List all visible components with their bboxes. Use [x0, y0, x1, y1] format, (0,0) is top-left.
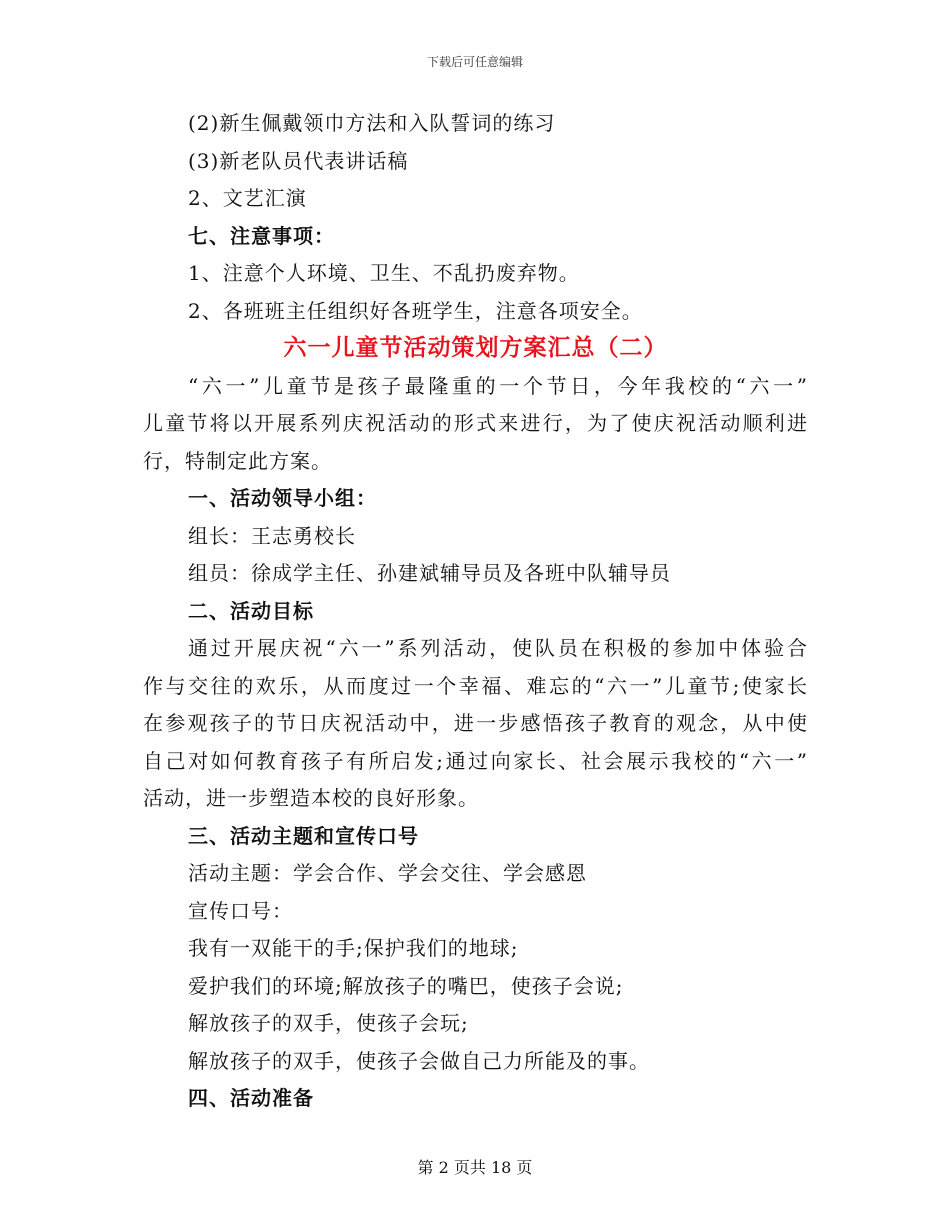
paragraph-line: 解放孩子的双手，使孩子会做自己力所能及的事。: [188, 1048, 650, 1073]
section-heading: 三、活动主题和宣传口号: [188, 823, 419, 848]
paragraph-line: 我有一双能干的手;保护我们的地球;: [188, 936, 519, 960]
paragraph-line: 儿童节将以开展系列庆祝活动的形式来进行，为了使庆祝活动顺利进: [143, 411, 808, 435]
paragraph-line: 活动，进一步塑造本校的良好形象。: [143, 786, 479, 810]
page-number-footer: 第 2 页共 18 页: [417, 1158, 533, 1177]
paragraph-line: 作与交往的欢乐，从而度过一个幸福、难忘的“六一”儿童节;使家长: [143, 673, 808, 698]
paragraph-line: 1、注意个人环境、卫生、不乱扔废弃物。: [188, 261, 580, 285]
paragraph-line: 行，特制定此方案。: [143, 448, 332, 473]
paragraph-line: 在参观孩子的节日庆祝活动中，进一步感悟孩子教育的观念，从中使: [143, 711, 808, 735]
running-header: 下载后可任意编辑: [426, 55, 523, 69]
paragraph-line: 爱护我们的环境;解放孩子的嘴巴，使孩子会说;: [188, 973, 624, 998]
paragraph-line: 自己对如何教育孩子有所启发;通过向家长、社会展示我校的“六一”: [143, 748, 808, 773]
section-heading: 二、活动目标: [188, 598, 314, 623]
section-heading: 七、注意事项：: [188, 223, 335, 248]
paragraph-line: 2、各班班主任组织好各班学生，注意各项安全。: [188, 298, 643, 323]
paragraph-line: 组员：徐成学主任、孙建斌辅导员及各班中队辅导员: [188, 561, 671, 585]
section-heading: 一、活动领导小组：: [188, 486, 377, 510]
body-text: [143, 105, 808, 1118]
paragraph-line: (2)新生佩戴领巾方法和入队誓词的练习: [188, 111, 556, 135]
section-heading: 四、活动准备: [188, 1086, 314, 1110]
paragraph-line: 2、文艺汇演: [188, 186, 307, 210]
paragraph-line: “六一”儿童节是孩子最隆重的一个节日，今年我校的“六一”: [188, 373, 808, 398]
paragraph-line: 宣传口号：: [188, 898, 293, 923]
paragraph-line: (3)新老队员代表讲话稿: [188, 148, 409, 173]
document-section-title: 六一儿童节活动策划方案汇总（二）: [283, 335, 668, 361]
paragraph-line: 通过开展庆祝“六一”系列活动，使队员在积极的参加中体验合: [188, 636, 808, 660]
paragraph-line: 组长：王志勇校长: [188, 523, 356, 548]
paragraph-line: 活动主题：学会合作、学会交往、学会感恩: [188, 861, 587, 885]
paragraph-line: 解放孩子的双手，使孩子会玩;: [188, 1011, 469, 1035]
